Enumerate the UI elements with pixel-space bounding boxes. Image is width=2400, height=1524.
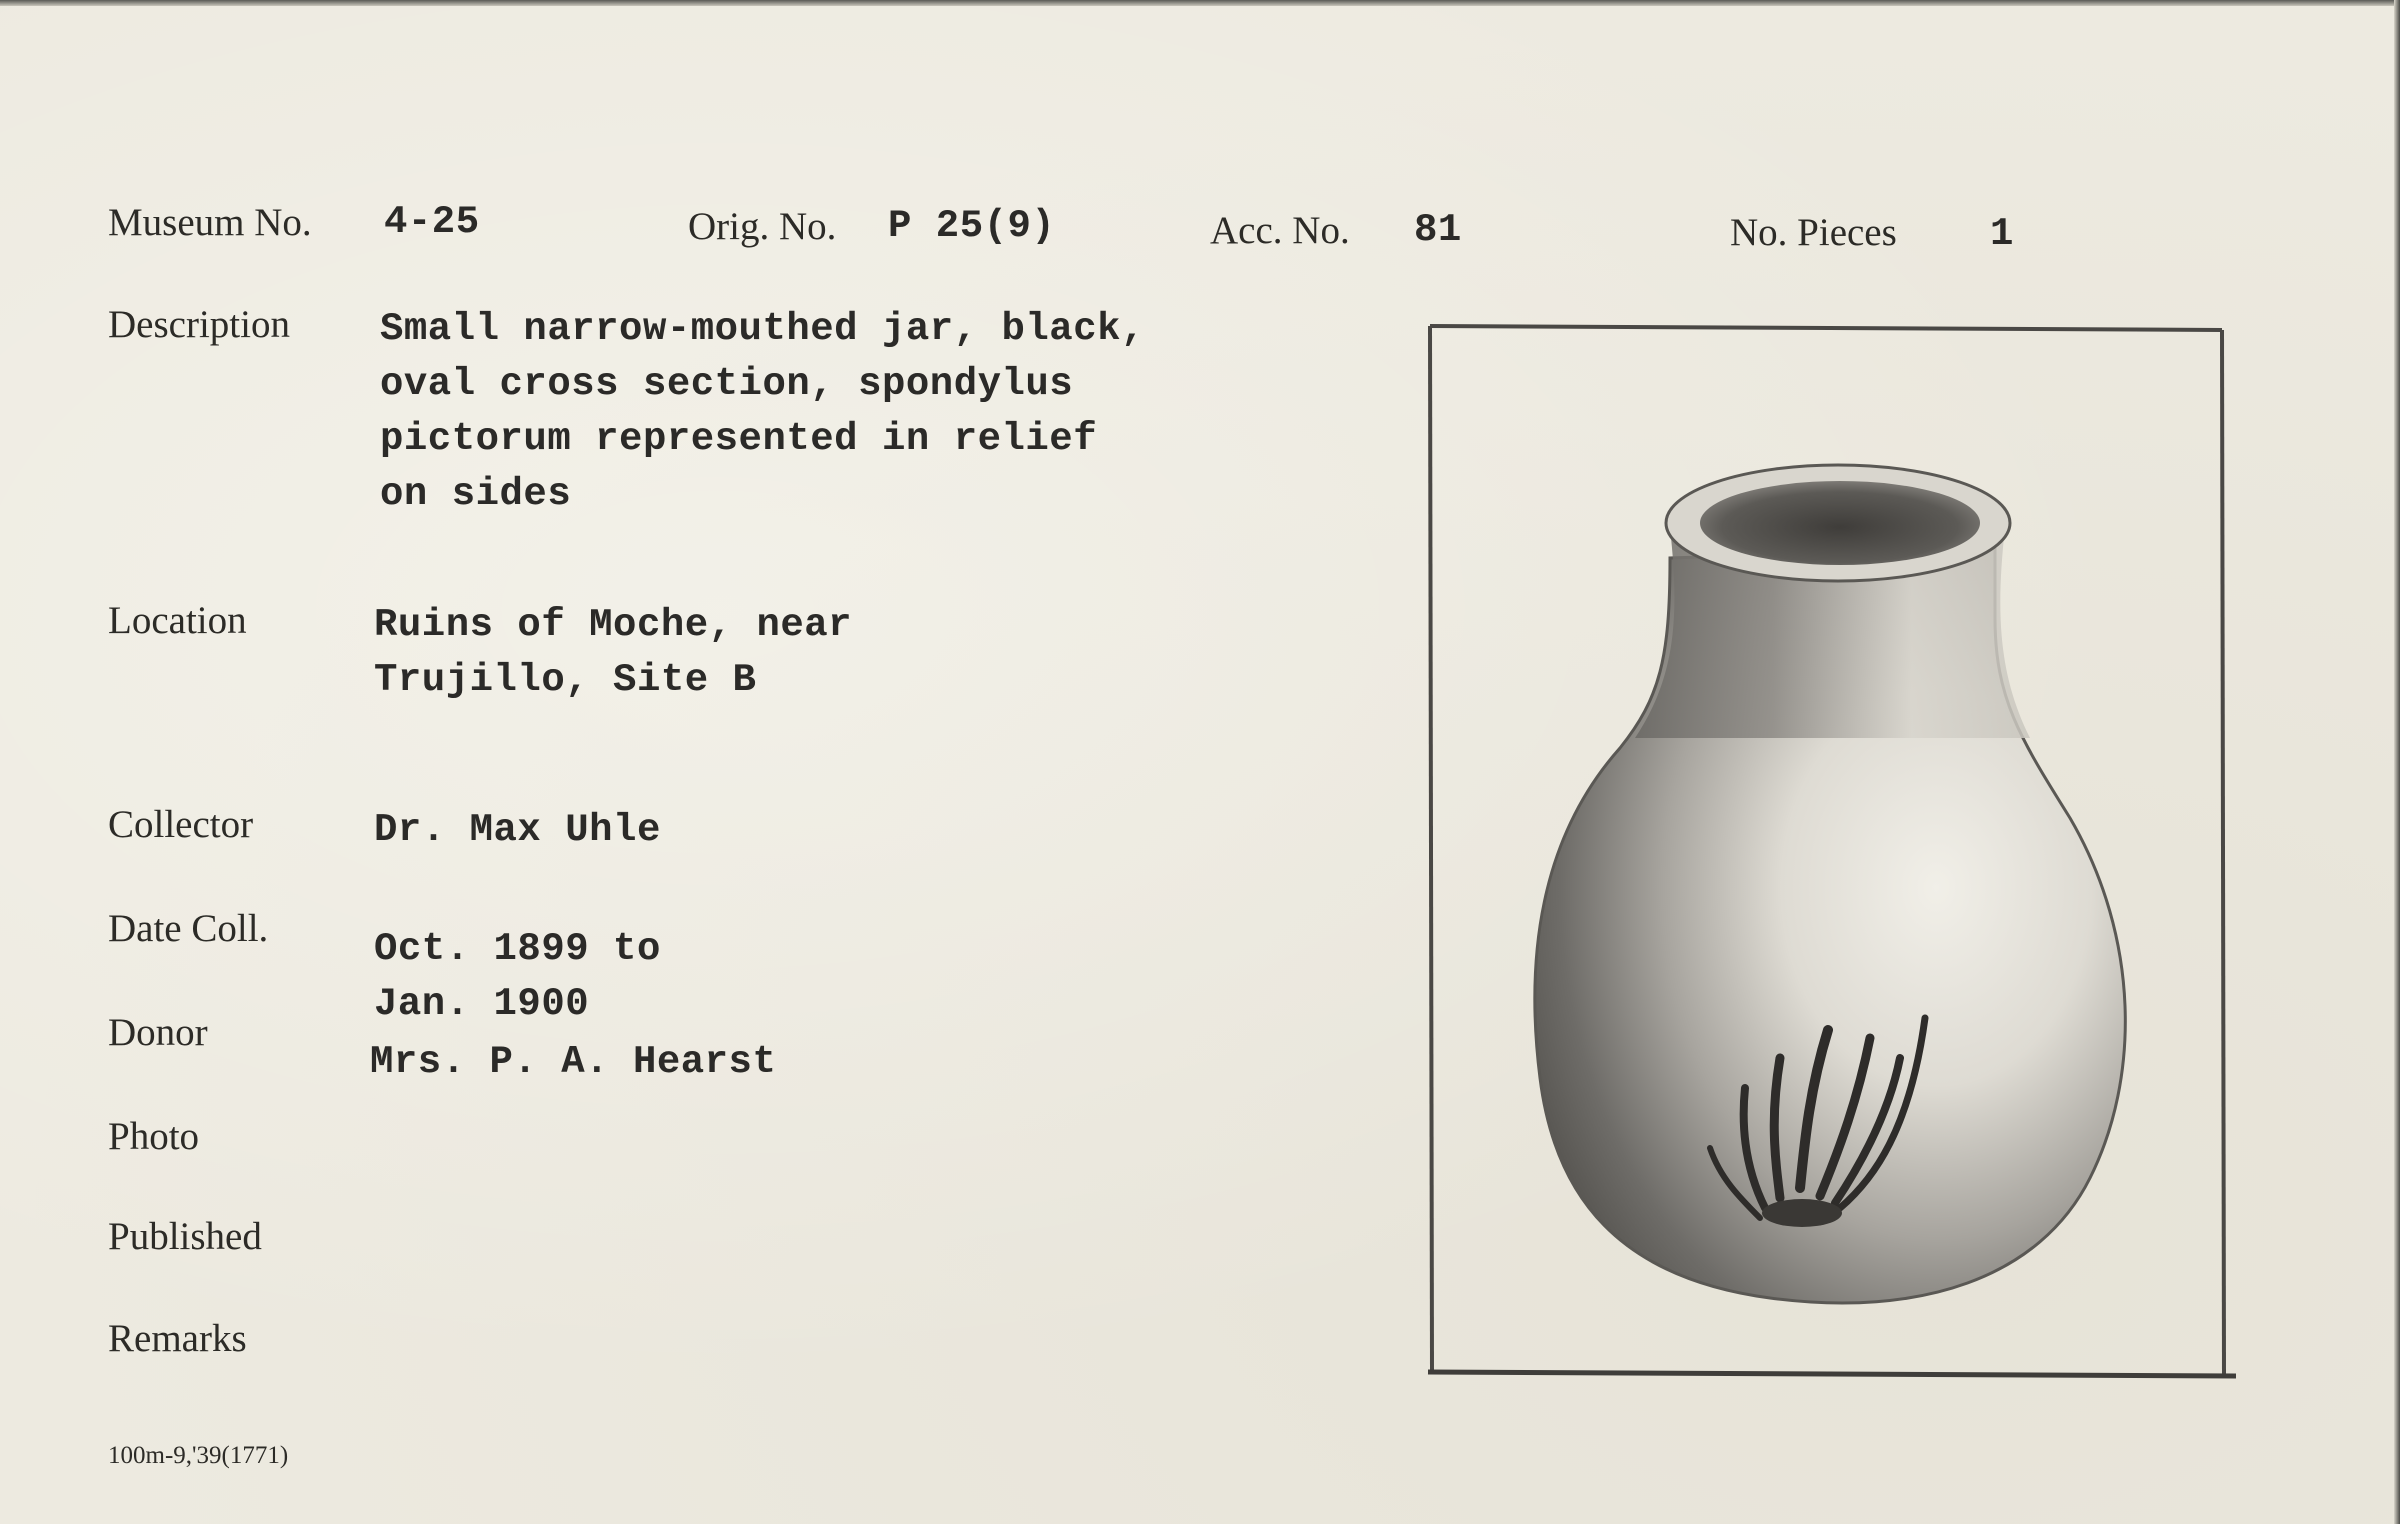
description-line: on sides bbox=[380, 472, 572, 516]
jar-mouth bbox=[1700, 481, 1980, 565]
location-line: Ruins of Moche, near bbox=[374, 603, 853, 647]
jar-sketch-icon bbox=[1420, 318, 2240, 1380]
location-label: Location bbox=[108, 599, 247, 642]
date-line: Oct. 1899 to bbox=[374, 927, 661, 971]
orig-no-label: Orig. No. bbox=[688, 205, 837, 248]
print-code: 100m-9,'39(1771) bbox=[108, 1442, 289, 1469]
photo-label: Photo bbox=[108, 1115, 200, 1158]
description-line: oval cross section, spondylus bbox=[380, 362, 1074, 406]
location-text bbox=[374, 598, 852, 708]
acc-no-label: Acc. No. bbox=[1210, 209, 1350, 252]
date-line: Jan. 1900 bbox=[374, 982, 590, 1026]
no-pieces-label: No. Pieces bbox=[1730, 211, 1897, 254]
collector-label: Collector bbox=[108, 803, 254, 846]
location-line: Trujillo, Site B bbox=[374, 658, 757, 702]
museum-no-label: Museum No. bbox=[108, 201, 312, 244]
published-label: Published bbox=[108, 1215, 262, 1258]
collector-value: Dr. Max Uhle bbox=[374, 808, 661, 852]
description-line: Small narrow-mouthed jar, black, bbox=[380, 307, 1145, 351]
no-pieces-value: 1 bbox=[1990, 212, 2014, 256]
description-label: Description bbox=[108, 303, 290, 346]
description-line: pictorum represented in relief bbox=[380, 417, 1098, 461]
donor-value: Mrs. P. A. Hearst bbox=[370, 1040, 777, 1084]
orig-no-value: P 25(9) bbox=[888, 204, 1056, 248]
museum-no-value: 4-25 bbox=[384, 200, 480, 244]
acc-no-value: 81 bbox=[1414, 208, 1462, 252]
card-top-edge bbox=[0, 0, 2400, 6]
date-coll-text bbox=[374, 922, 661, 1032]
remarks-label: Remarks bbox=[108, 1317, 247, 1360]
date-coll-label: Date Coll. bbox=[108, 907, 269, 950]
donor-label: Donor bbox=[108, 1011, 208, 1054]
card-right-edge bbox=[2394, 0, 2400, 1524]
description-text bbox=[380, 302, 1145, 522]
